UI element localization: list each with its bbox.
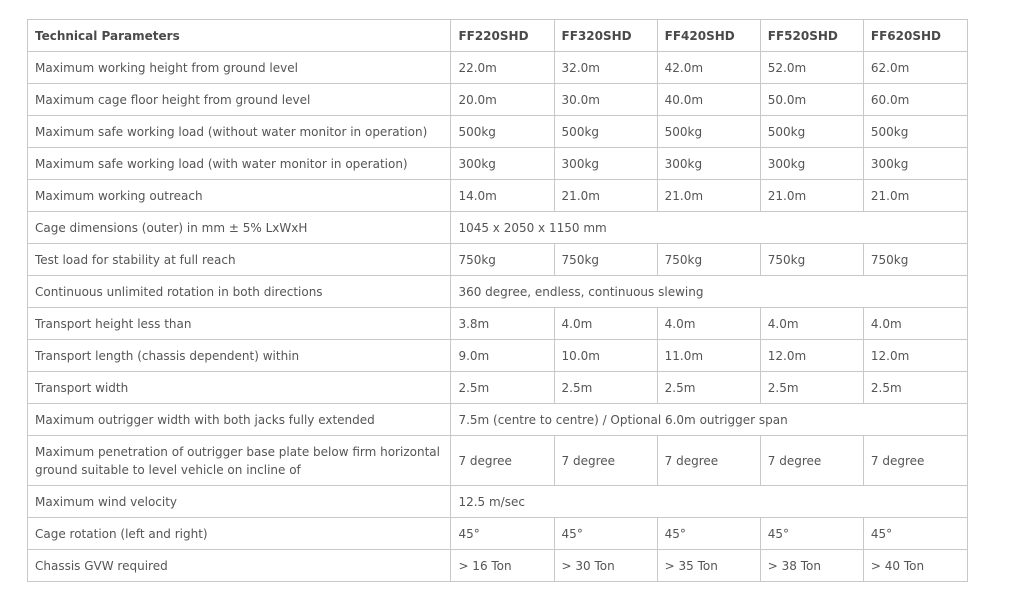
value-cell: 7 degree <box>657 436 760 486</box>
table-row <box>28 436 968 486</box>
value-cell: 2.5m <box>451 372 554 404</box>
parameter-cell: Cage rotation (left and right) <box>28 518 451 550</box>
table-row <box>28 116 968 148</box>
value-cell: 750kg <box>863 244 967 276</box>
value-cell: 52.0m <box>760 52 863 84</box>
value-cell: 500kg <box>863 116 967 148</box>
value-cell: 50.0m <box>760 84 863 116</box>
parameter-cell: Maximum safe working load (without water monitor in operation) <box>28 116 451 148</box>
technical-parameters-table <box>27 19 968 582</box>
value-cell: 40.0m <box>657 84 760 116</box>
value-cell: 4.0m <box>657 308 760 340</box>
value-cell: > 35 Ton <box>657 550 760 582</box>
parameter-cell: Maximum outrigger width with both jacks fully extended <box>28 404 451 436</box>
value-cell: 9.0m <box>451 340 554 372</box>
value-cell: 12.5 m/sec <box>451 486 968 518</box>
value-cell: 300kg <box>760 148 863 180</box>
value-cell: 500kg <box>760 116 863 148</box>
parameter-cell: Maximum working height from ground level <box>28 52 451 84</box>
value-cell: 500kg <box>657 116 760 148</box>
value-cell: 30.0m <box>554 84 657 116</box>
value-cell: 45° <box>760 518 863 550</box>
value-cell: 2.5m <box>760 372 863 404</box>
value-cell: 750kg <box>760 244 863 276</box>
value-cell: 500kg <box>554 116 657 148</box>
parameter-cell: Transport width <box>28 372 451 404</box>
value-cell: 300kg <box>554 148 657 180</box>
value-cell: 32.0m <box>554 52 657 84</box>
value-cell: 7 degree <box>554 436 657 486</box>
value-cell: 750kg <box>657 244 760 276</box>
value-cell: 45° <box>451 518 554 550</box>
value-cell: 500kg <box>451 116 554 148</box>
value-cell: 2.5m <box>863 372 967 404</box>
value-cell: 7.5m (centre to centre) / Optional 6.0m outrigger span <box>451 404 968 436</box>
parameter-cell: Maximum safe working load (with water monitor in operation) <box>28 148 451 180</box>
value-cell: 11.0m <box>657 340 760 372</box>
value-cell: 14.0m <box>451 180 554 212</box>
value-cell: 2.5m <box>657 372 760 404</box>
table-row <box>28 276 968 308</box>
header-model: FF520SHD <box>760 20 863 52</box>
table-row <box>28 372 968 404</box>
value-cell: 4.0m <box>760 308 863 340</box>
parameter-cell: Cage dimensions (outer) in mm ± 5% LxWxH <box>28 212 451 244</box>
value-cell: 7 degree <box>451 436 554 486</box>
header-model: FF620SHD <box>863 20 967 52</box>
value-cell: 12.0m <box>760 340 863 372</box>
value-cell: 3.8m <box>451 308 554 340</box>
header-model: FF420SHD <box>657 20 760 52</box>
value-cell: 7 degree <box>863 436 967 486</box>
value-cell: 22.0m <box>451 52 554 84</box>
table-row <box>28 486 968 518</box>
value-cell: 42.0m <box>657 52 760 84</box>
parameter-cell: Continuous unlimited rotation in both directions <box>28 276 451 308</box>
table-row <box>28 244 968 276</box>
table-row <box>28 340 968 372</box>
value-cell: 2.5m <box>554 372 657 404</box>
parameter-cell: Chassis GVW required <box>28 550 451 582</box>
parameter-cell: Maximum cage floor height from ground level <box>28 84 451 116</box>
table-row <box>28 518 968 550</box>
header-parameter: Technical Parameters <box>28 20 451 52</box>
parameter-cell: Transport length (chassis dependent) within <box>28 340 451 372</box>
value-cell: 750kg <box>451 244 554 276</box>
parameter-cell: Maximum working outreach <box>28 180 451 212</box>
value-cell: 4.0m <box>863 308 967 340</box>
value-cell: > 30 Ton <box>554 550 657 582</box>
value-cell: 21.0m <box>657 180 760 212</box>
value-cell: 45° <box>863 518 967 550</box>
value-cell: 300kg <box>863 148 967 180</box>
table-row <box>28 212 968 244</box>
value-cell: 45° <box>657 518 760 550</box>
value-cell: 21.0m <box>760 180 863 212</box>
value-cell: 300kg <box>657 148 760 180</box>
parameter-cell: Maximum penetration of outrigger base plate below firm horizontal ground suitable to level vehicle on incline of <box>28 436 451 486</box>
value-cell: 45° <box>554 518 657 550</box>
table-body <box>28 52 968 582</box>
value-cell: 7 degree <box>760 436 863 486</box>
value-cell: 300kg <box>451 148 554 180</box>
value-cell: > 16 Ton <box>451 550 554 582</box>
parameter-cell: Transport height less than <box>28 308 451 340</box>
table-row <box>28 550 968 582</box>
table-row <box>28 84 968 116</box>
value-cell: > 38 Ton <box>760 550 863 582</box>
value-cell: 12.0m <box>863 340 967 372</box>
table-row <box>28 308 968 340</box>
parameter-cell: Test load for stability at full reach <box>28 244 451 276</box>
value-cell: 21.0m <box>863 180 967 212</box>
value-cell: 360 degree, endless, continuous slewing <box>451 276 968 308</box>
value-cell: 4.0m <box>554 308 657 340</box>
value-cell: 10.0m <box>554 340 657 372</box>
value-cell: 750kg <box>554 244 657 276</box>
table-row <box>28 404 968 436</box>
header-model: FF220SHD <box>451 20 554 52</box>
value-cell: 20.0m <box>451 84 554 116</box>
value-cell: 21.0m <box>554 180 657 212</box>
table-row <box>28 52 968 84</box>
table-row <box>28 180 968 212</box>
table-header-row <box>28 20 968 52</box>
table-row <box>28 148 968 180</box>
header-model: FF320SHD <box>554 20 657 52</box>
value-cell: 60.0m <box>863 84 967 116</box>
value-cell: > 40 Ton <box>863 550 967 582</box>
value-cell: 62.0m <box>863 52 967 84</box>
value-cell: 1045 x 2050 x 1150 mm <box>451 212 968 244</box>
parameter-cell: Maximum wind velocity <box>28 486 451 518</box>
